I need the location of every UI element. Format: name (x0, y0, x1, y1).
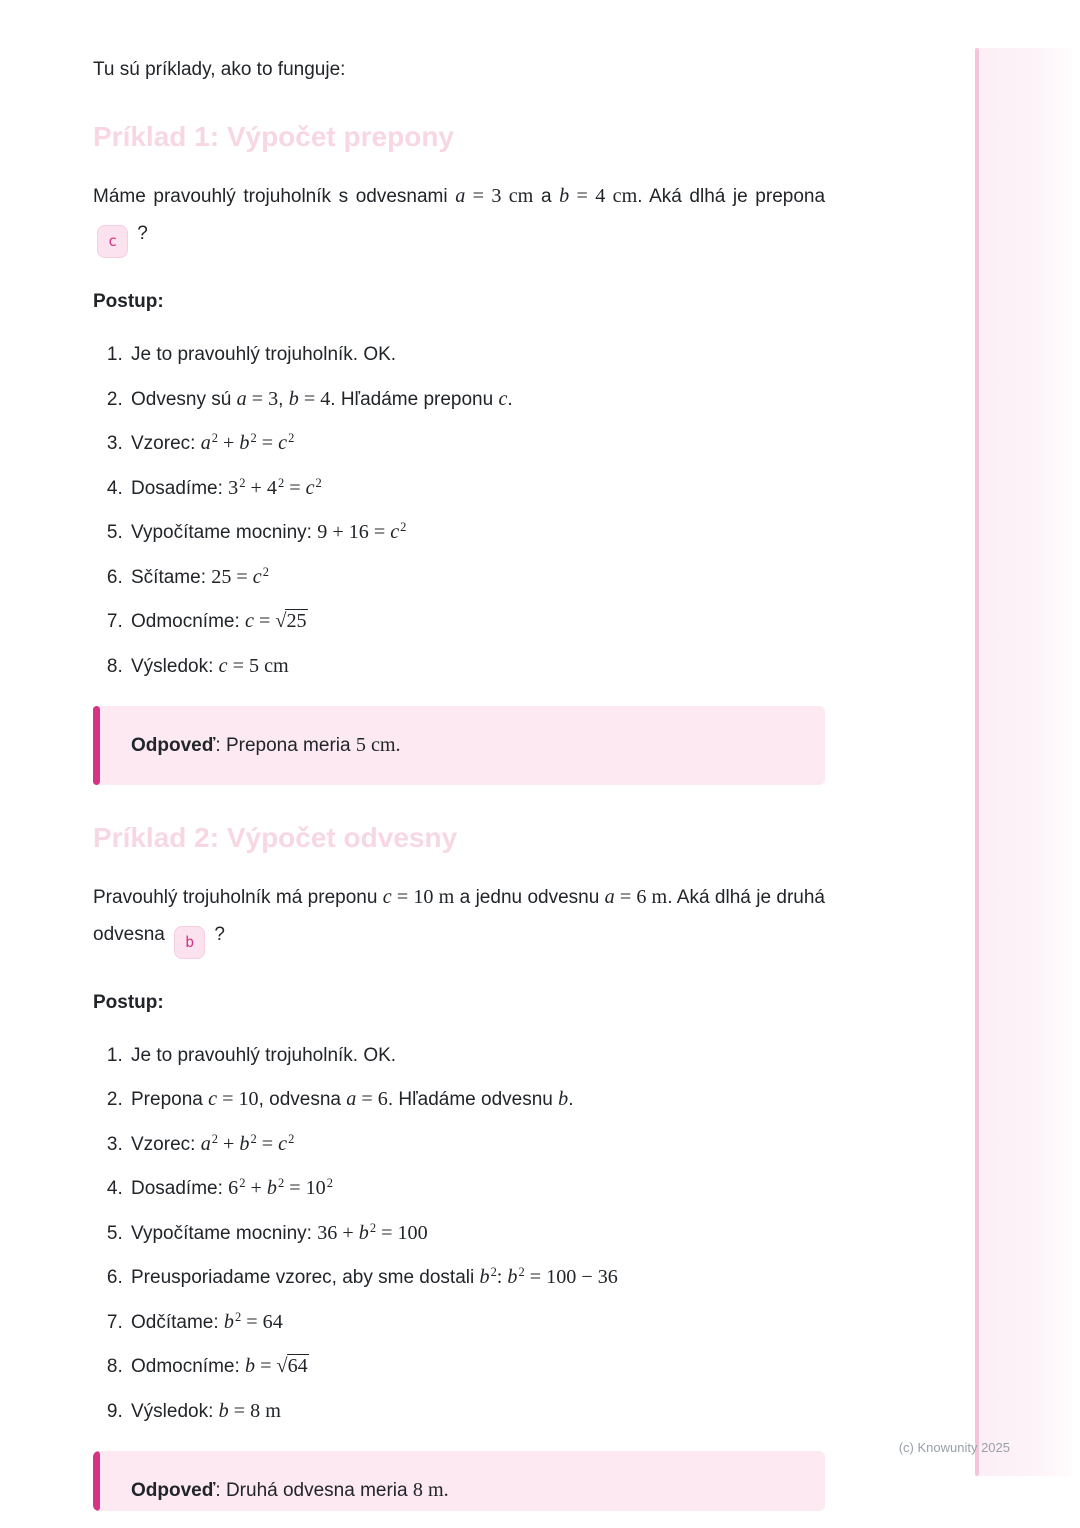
example1-problem (93, 178, 825, 258)
math-roman: : (496, 1266, 508, 1288)
step-item (128, 384, 825, 415)
math-variable: b (559, 185, 570, 207)
step-item (128, 1218, 825, 1249)
text-run: Vypočítame mocniny: (131, 1222, 318, 1244)
math-roman: + (245, 1177, 267, 1199)
page-edge-panel (979, 48, 1072, 1476)
math-number-squared: $6^2$ (228, 1176, 246, 1199)
text-run: Preusporiadame vzorec, aby sme dostali (131, 1267, 480, 1288)
answer-body (215, 1480, 448, 1501)
step-item (128, 1262, 825, 1293)
text-run: a (533, 186, 560, 207)
example2-answer-callout (93, 1451, 825, 1511)
text-run: Výsledok: (131, 1400, 219, 1422)
text-run: . Aká dlhá je prepona (637, 186, 826, 207)
math-superscript: 2 (369, 1220, 377, 1235)
math-roman: 25 = (211, 565, 253, 588)
intro-text: Tu sú príklady, ako to funguje: (93, 59, 346, 80)
math-variable-squared: $a^2$ (200, 1131, 218, 1155)
math-roman: = 4 (298, 387, 331, 410)
math-superscript: 2 (490, 1265, 497, 1280)
text-run: . Hľadáme odvesnu (387, 1089, 559, 1110)
inline-code-chip: b (174, 926, 205, 959)
step-item (128, 1084, 825, 1115)
text-run: Dosadíme: (131, 1178, 229, 1199)
text-run: : Prepona meria (215, 734, 356, 756)
callout-accent-bar (93, 1451, 100, 1511)
math-variable: b (288, 387, 299, 410)
math-variable-squared: $c^2$ (252, 564, 269, 588)
math-superscript: 2 (250, 1131, 257, 1146)
text-run: . Aká dlhá je druhá odvesna (93, 886, 825, 945)
sqrt-radical-icon: √ (275, 610, 287, 632)
math-roman: = 3 cm (465, 185, 534, 207)
text-run: Je to pravouhlý trojuholník. OK. (131, 344, 397, 365)
document-content (93, 56, 825, 1511)
math-roman: = (256, 432, 279, 454)
math-roman: = 6 m (614, 885, 668, 908)
math-roman: + (218, 1132, 240, 1155)
math-roman: = (256, 1132, 279, 1155)
math-roman: + (245, 476, 267, 499)
text-run: : Druhá odvesna meria (215, 1479, 413, 1501)
math-roman: = (284, 476, 306, 499)
example1-title: Príklad 1: Výpočet prepony (93, 121, 454, 152)
example1-postup-label: Postup: (93, 291, 164, 312)
example1-answer-callout (93, 706, 825, 785)
math-variable-squared: $c^2$ (390, 520, 407, 543)
text-run: Výsledok: (131, 655, 219, 677)
math-roman: = 8 m (228, 1399, 281, 1422)
step-item (128, 1307, 825, 1338)
text-run: Vypočítame mocniny: (131, 522, 318, 543)
text-run: ? (209, 923, 226, 945)
copyright-watermark: (c) Knowunity 2025 (898, 1440, 1010, 1455)
example2-title: Príklad 2: Výpočet odvesny (93, 821, 458, 853)
math-variable-squared: $b^2$ (358, 1220, 377, 1244)
text-run: Odmocníme: (131, 1356, 246, 1377)
step-item (128, 606, 825, 637)
example2-steps-list (93, 1041, 825, 1427)
math-roman: = 5 cm (227, 654, 289, 677)
sqrt-radicand: 64 (287, 1355, 308, 1377)
math-variable-squared: $b^2$ (266, 1176, 285, 1199)
text-run: . (507, 388, 513, 410)
inline-code-chip: c (97, 225, 128, 258)
answer-label: Odpoveď (131, 1479, 216, 1501)
text-run: Odvesny sú (131, 388, 237, 410)
step-item (128, 1129, 825, 1160)
math-variable-squared: $a^2$ (200, 431, 218, 454)
step-item (128, 1396, 825, 1427)
step-item (128, 517, 825, 548)
math-superscript: 2 (288, 1131, 295, 1146)
math-superscript: 2 (326, 1176, 333, 1191)
math-variable-squared: $c^2$ (278, 1131, 295, 1155)
math-variable-squared: $c^2$ (305, 475, 322, 499)
math-roman: 9 + 16 = (317, 521, 391, 543)
math-roman: = 64 (241, 1310, 283, 1333)
math-variable: b (558, 1088, 569, 1110)
math-roman: = 3 (246, 387, 279, 410)
step-item (128, 651, 825, 682)
step-item (128, 1173, 825, 1204)
example2-problem (93, 879, 825, 959)
math-variable: a (455, 185, 466, 207)
text-run: ? (132, 223, 148, 244)
math-square-root (277, 1355, 309, 1377)
math-variable: a (236, 387, 247, 410)
math-variable: c (498, 387, 508, 410)
math-superscript: 2 (211, 1131, 218, 1146)
math-superscript: 2 (277, 1176, 285, 1191)
text-run: Dosadíme: (131, 477, 229, 499)
answer-label: Odpoveď (131, 734, 216, 756)
math-variable: a (346, 1088, 357, 1110)
math-variable-squared: $b^2$ (223, 1309, 242, 1333)
text-run: Odčítame: (131, 1311, 224, 1333)
text-run: Vzorec: (131, 1133, 201, 1155)
example2-postup-label: Postup: (93, 991, 164, 1013)
math-variable: b (218, 1399, 229, 1422)
answer-body (215, 735, 400, 756)
math-variable-squared: $b^2$ (507, 1265, 525, 1288)
text-run: Prepona (131, 1089, 209, 1110)
math-roman: 8 m. (412, 1478, 449, 1501)
math-roman: = 10 (217, 1088, 259, 1110)
math-variable: c (382, 885, 392, 908)
math-roman: = 4 cm (569, 185, 638, 207)
example1-steps-list (93, 340, 825, 682)
math-superscript: 2 (262, 564, 269, 579)
step-item (128, 1351, 825, 1382)
text-run: , odvesna (258, 1089, 347, 1110)
math-superscript: 2 (277, 475, 285, 490)
example1-answer-text (131, 732, 795, 759)
math-roman: 5 cm. (355, 733, 401, 756)
math-number-squared: $3^2$ (228, 475, 246, 499)
step-item (128, 428, 825, 459)
example2-answer-text (131, 1477, 795, 1504)
math-number-squared: $10^2$ (305, 1176, 333, 1199)
math-superscript: 2 (400, 520, 407, 535)
math-roman: 36 + (317, 1221, 359, 1244)
math-number-squared: $4^2$ (266, 475, 285, 499)
math-roman: = (284, 1177, 306, 1199)
callout-accent-bar (93, 706, 100, 785)
text-run: Sčítame: (131, 566, 212, 588)
sqrt-radicand: 25 (286, 610, 307, 632)
math-variable-squared: $b^2$ (479, 1265, 497, 1288)
math-roman: = (255, 1355, 277, 1377)
math-roman: = 10 m (391, 885, 455, 908)
text-run: , (278, 388, 289, 410)
math-roman: = (253, 610, 276, 632)
math-roman: = 100 (376, 1221, 428, 1244)
math-square-root (275, 610, 307, 632)
text-run: Pravouhlý trojuholník má preponu (93, 886, 383, 908)
math-superscript: 2 (239, 1176, 246, 1191)
page-edge-line (975, 48, 979, 1476)
text-run: . Hľadáme preponu (330, 388, 499, 410)
math-roman: + (218, 432, 240, 454)
text-run: Odmocníme: (131, 611, 246, 632)
text-run: Vzorec: (131, 433, 201, 454)
step-item (128, 473, 825, 504)
math-superscript: 2 (234, 1309, 242, 1324)
math-superscript: 2 (315, 475, 322, 490)
text-run: Máme pravouhlý trojuholník s odvesnami (93, 186, 456, 207)
math-variable-squared: $c^2$ (278, 431, 295, 454)
math-variable-squared: $b^2$ (239, 1131, 257, 1155)
math-superscript: 2 (288, 431, 295, 446)
step-item (128, 340, 825, 370)
math-variable: c (245, 610, 254, 632)
step-item (128, 562, 825, 593)
sqrt-radical-icon: √ (276, 1355, 288, 1377)
math-variable-squared: $b^2$ (239, 431, 257, 454)
text-run: a jednu odvesnu (454, 886, 605, 908)
math-variable: c (208, 1088, 218, 1110)
math-superscript: 2 (211, 431, 218, 446)
text-run: . (568, 1089, 574, 1110)
math-roman: = 100 − 36 (524, 1266, 618, 1288)
math-superscript: 2 (518, 1265, 525, 1280)
text-run: Je to pravouhlý trojuholník. OK. (131, 1044, 397, 1066)
math-superscript: 2 (250, 431, 257, 446)
math-variable: c (218, 654, 228, 677)
math-variable: a (604, 885, 615, 908)
math-variable: b (245, 1355, 256, 1377)
math-roman: = 6 (356, 1088, 388, 1110)
step-item (128, 1041, 825, 1071)
math-superscript: 2 (239, 475, 246, 490)
